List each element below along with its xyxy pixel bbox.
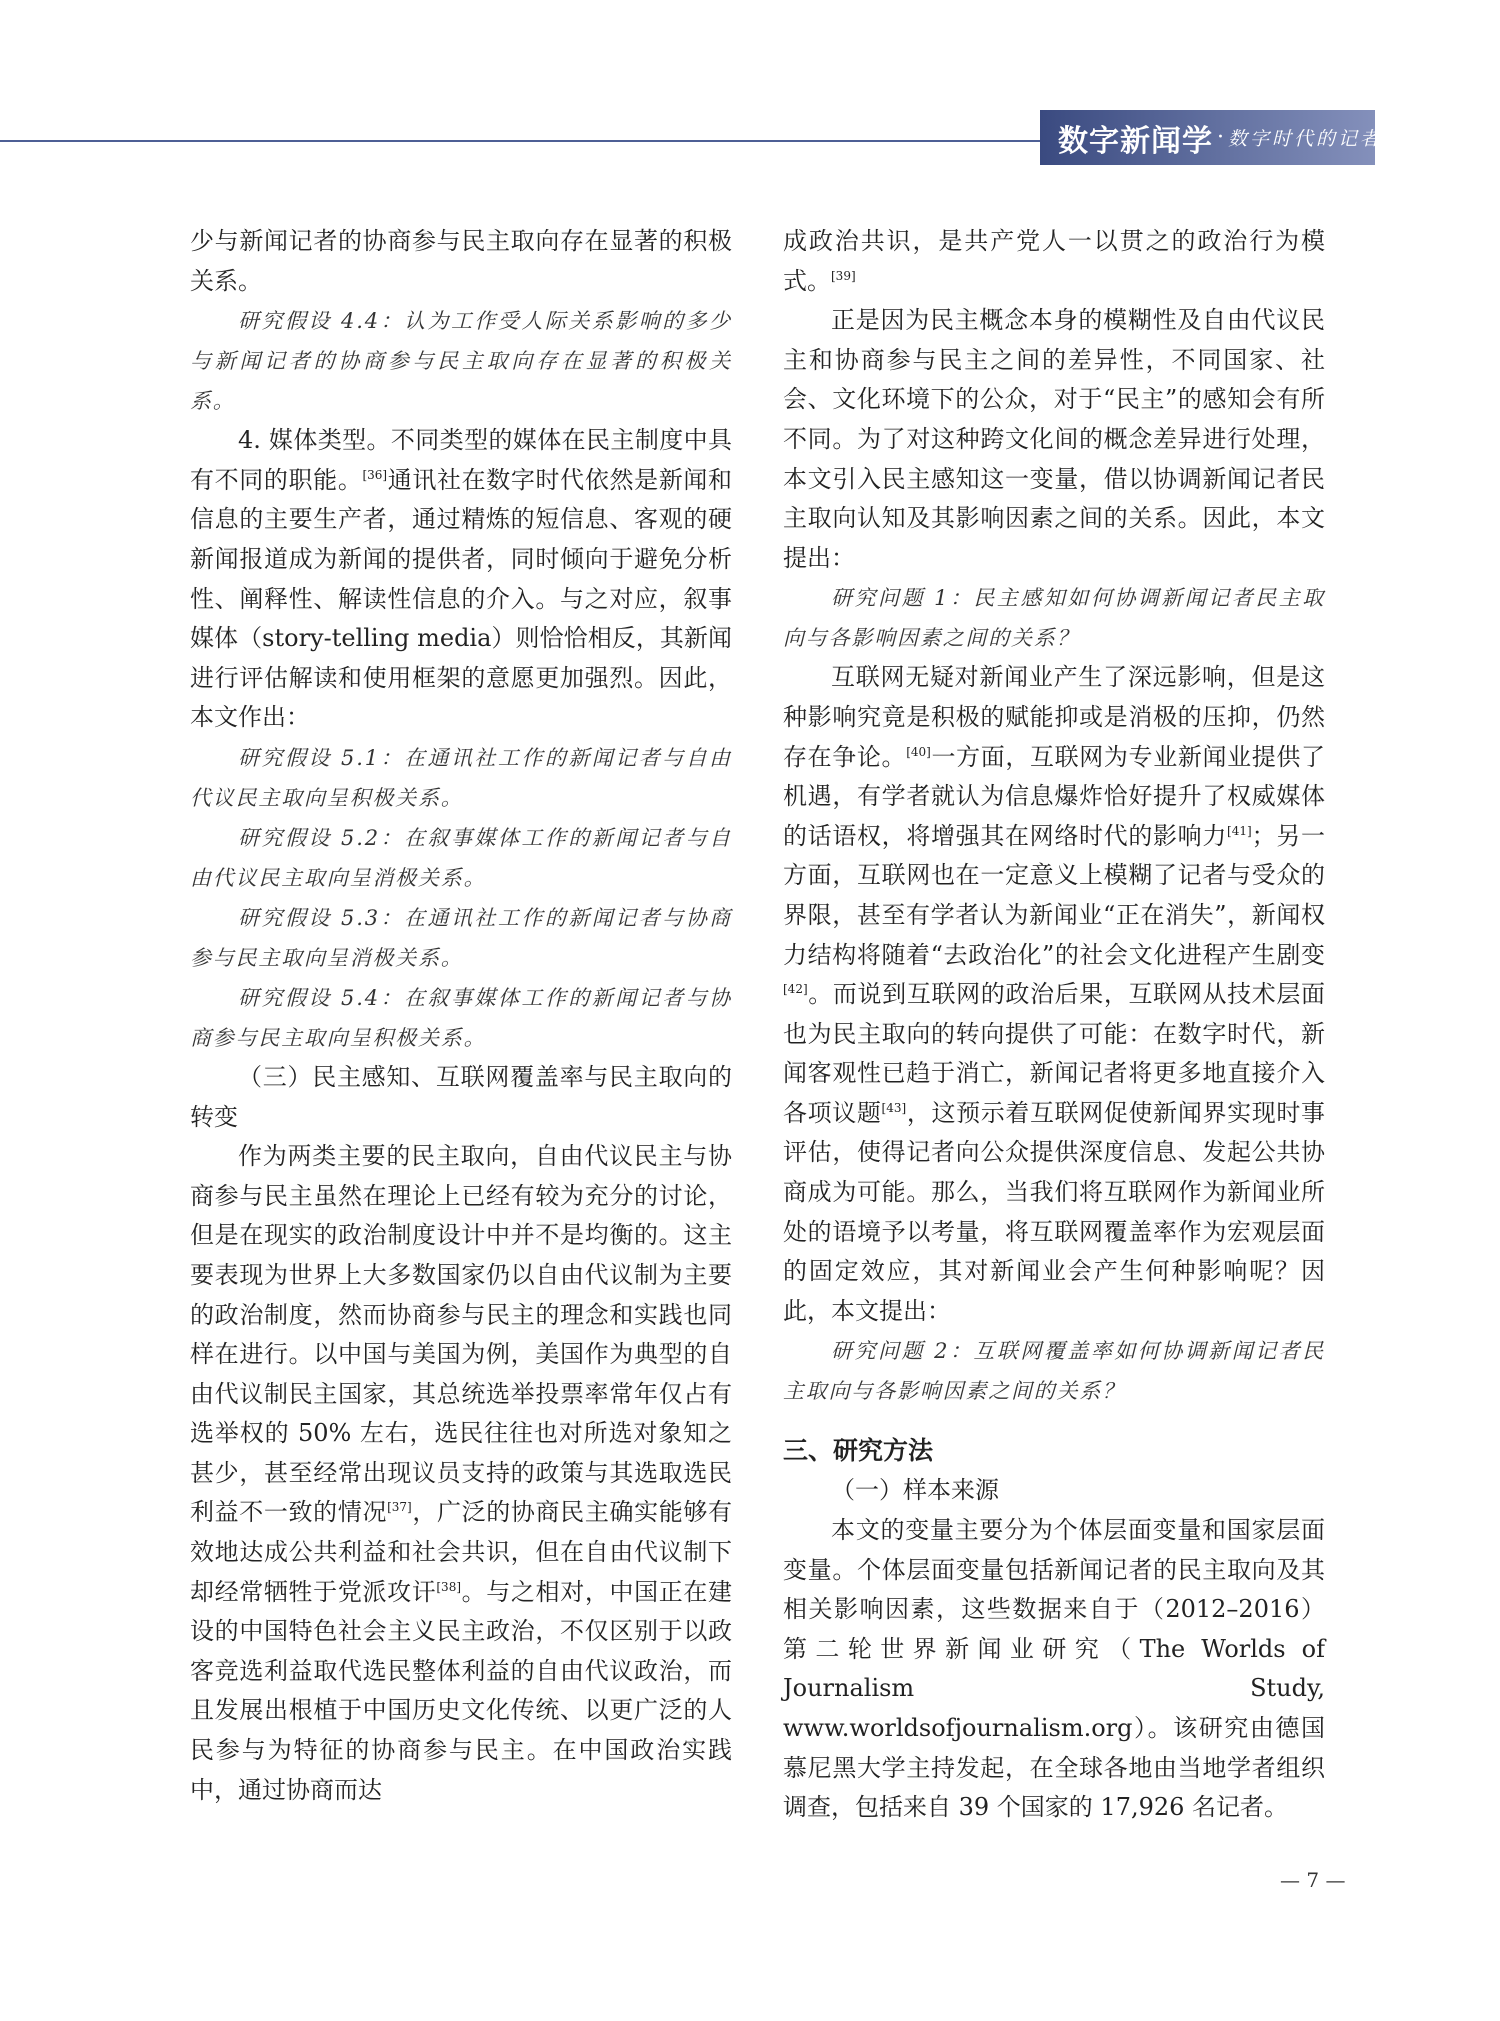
citation-ref: [38] [436,1579,462,1594]
citation-ref: [43] [881,1100,907,1115]
hypothesis-5-4: 研究假设 5.4：在叙事媒体工作的新闻记者与协商参与民主取向呈积极关系。 [190,985,732,1050]
paragraph: 本文的变量主要分为个体层面变量和国家层面变量。个体层面变量包括新闻记者的民主取向及其相关影响因素，这些数据来自于（2012–2016）第二轮世界新闻业研究（The Worlds of Journalism Study, www.worldsofjournalism.org）。该研究由德国慕尼黑大学主持发起，在全球各地由当地学者组织调查，包括来自 39 个国家的 17,926 名记者。 [783,1516,1325,1822]
journal-section-subtitle: 数字时代的记者 [1228,128,1383,150]
hypothesis-5-2: 研究假设 5.2：在叙事媒体工作的新闻记者与自由代议民主取向呈消极关系。 [190,825,732,890]
hypothesis-4-4: 研究假设 4.4：认为工作受人际关系影响的多少与新闻记者的协商参与民主取向存在显著的积极关系。 [190,309,732,414]
text-span: ，广泛的协商民主确实能够有效地达成公共利益和社会共识，但在自由代议制下却经常牺牲于党派攻讦 [190,1498,733,1606]
citation-ref: [40] [906,744,931,759]
citation-ref: [41] [1227,823,1252,838]
text-span: 一方面，互联网为专业新闻业提供了机遇，有学者就认为信息爆炸恰好提升了权威媒体的话语权，将增强其在网络时代的影响力 [783,742,1326,850]
paragraph [190,1137,732,1810]
journal-header-banner [1040,110,1383,165]
subsection-heading: （一）样本来源 [831,1476,999,1505]
page-number: — 7 — [1280,1868,1346,1892]
paragraph [783,658,1325,1331]
paragraph [190,421,732,738]
citation-ref: [42] [783,982,808,997]
text-span: 4. 媒体类型。不同类型的媒体在民主制度中具有不同的职能。 [190,426,732,494]
text-span: ，这预示着互联网促使新闻界实现时事评估，使得记者向公众提供深度信息、发起公共协商成为可能。那么，当我们将互联网作为新闻业所处的语境予以考量，将互联网覆盖率作为宏观层面的固定效应，其对新闻业会产生何种影响呢？因此，本文提出： [783,1098,1326,1325]
text-span: 作为两类主要的民主取向，自由代议民主与协商参与民主虽然在理论上已经有较为充分的讨论，但是在现实的政治制度设计中并不是均衡的。这主要表现为世界上大多数国家仍以自由代议制为主要的政治制度，然而协商参与民主的理念和实践也同样在进行。以中国与美国为例，美国作为典型的自由代议制民主国家，其总统选举投票率常年仅占有选举权的 50% 左右，选民往往也对所选对象知之甚少，甚至经常出现议员支持的政策与其选取选民利益不一致的情况 [190,1142,732,1527]
left-column [190,222,732,1810]
subsection-heading: （三）民主感知、互联网覆盖率与民主取向的转变 [190,1062,732,1131]
paragraph: 少与新闻记者的协商参与民主取向存在显著的积极关系。 [190,227,732,295]
paragraph [783,222,1325,301]
journal-section-title: 数字新闻学 [1058,123,1213,159]
section-heading: 三、研究方法 [783,1436,934,1466]
research-question-1: 研究问题 1：民主感知如何协调新闻记者民主取向与各影响因素之间的关系？ [783,586,1325,651]
hypothesis-5-3: 研究假设 5.3：在通讯社工作的新闻记者与协商参与民主取向呈消极关系。 [190,905,732,970]
right-column [783,222,1325,1828]
text-span: 互联网无疑对新闻业产生了深远影响，但是这种影响究竟是积极的赋能抑或是消极的压抑，仍然存在争论。 [783,663,1325,771]
citation-ref: [37] [387,1500,412,1515]
text-span: 成政治共识，是共产党人一以贯之的政治行为模式。 [783,227,1325,295]
header-separator: · [1217,125,1224,150]
header-rule [0,140,1040,142]
hypothesis-5-1: 研究假设 5.1：在通讯社工作的新闻记者与自由代议民主取向呈积极关系。 [190,745,732,810]
text-span: 。而说到互联网的政治后果，互联网从技术层面也为民主取向的转向提供了可能：在数字时代，新闻客观性已趋于消亡，新闻记者将更多地直接介入各项议题 [783,980,1325,1127]
text-span: 。与之相对，中国正在建设的中国特色社会主义民主政治，不仅区别于以政客竞选利益取代选民整体利益的自由代议政治，而且发展出根植于中国历史文化传统、以更广泛的人民参与为特征的协商参与民主。在中国政治实践中，通过协商而达 [190,1577,733,1804]
text-span: 通讯社在数字时代依然是新闻和信息的主要生产者，通过精炼的短信息、客观的硬新闻报道成为新闻的提供者，同时倾向于避免分析性、阐释性、解读性信息的介入。与之对应，叙事媒体（story-telling media）则恰恰相反，其新闻进行评估解读和使用框架的意愿更加强烈。因此，本文作出： [190,465,732,732]
citation-ref: [36] [362,467,388,482]
paragraph: 正是因为民主概念本身的模糊性及自由代议民主和协商参与民主之间的差异性，不同国家、社会、文化环境下的公众，对于“民主”的感知会有所不同。为了对这种跨文化间的概念差异进行处理，本文引入民主感知这一变量，借以协调新闻记者民主取向认知及其影响因素之间的关系。因此，本文提出： [783,306,1325,572]
text-span: ；另一方面，互联网也在一定意义上模糊了记者与受众的界限，甚至有学者认为新闻业“正在消失”，新闻权力结构将随着“去政治化”的社会文化进程产生剧变 [783,821,1326,969]
research-question-2: 研究问题 2：互联网覆盖率如何协调新闻记者民主取向与各影响因素之间的关系？ [783,1339,1325,1404]
citation-ref: [39] [831,268,856,283]
